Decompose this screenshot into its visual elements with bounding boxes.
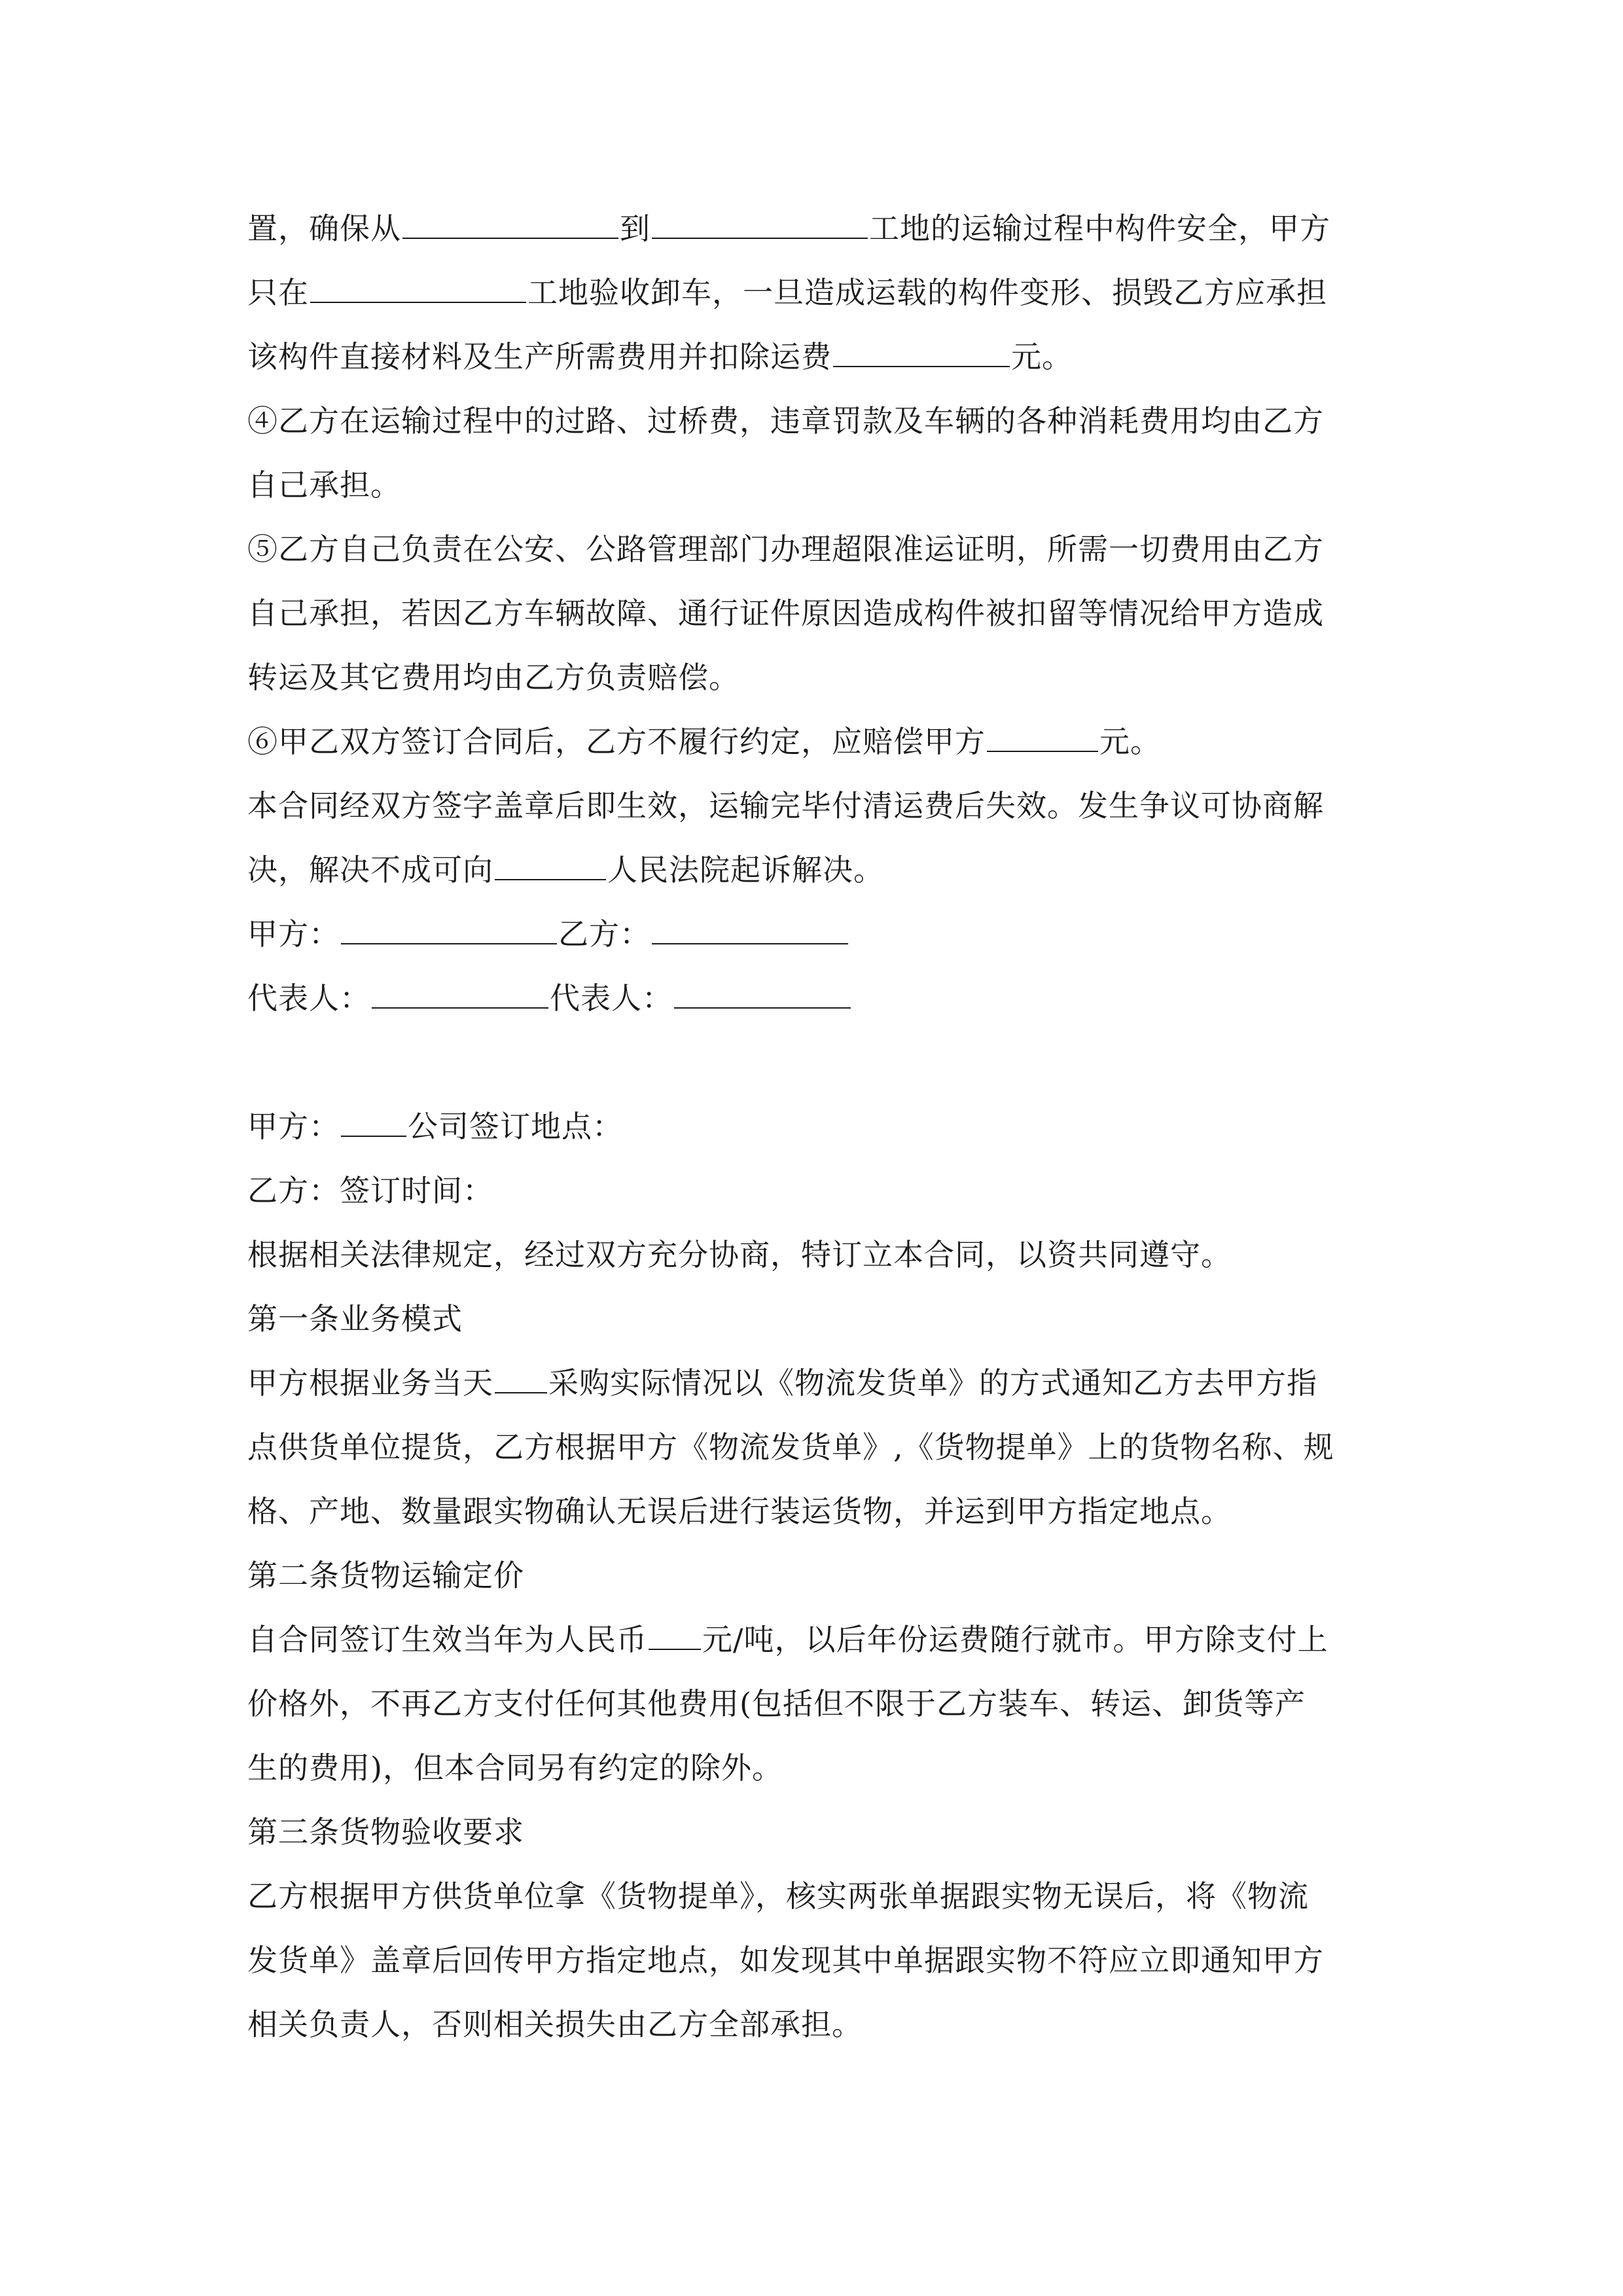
fill-blank [341, 917, 557, 944]
paragraph-line: 自己承担。 [247, 467, 401, 503]
text: 采购实际情况以《物流发货单》的方式通知乙方去甲方指 [548, 1365, 1317, 1401]
paragraph-line [247, 260, 1380, 325]
paragraph-line [247, 709, 1380, 774]
paragraph-line: 根据相关法律规定，经过双方充分协商，特订立本合同，以资共同遵守。 [247, 1237, 1232, 1272]
fill-blank [495, 1366, 547, 1393]
text: 该构件直接材料及生产所需费用并扣除运费 [247, 339, 832, 374]
text: 甲方根据业务当天 [247, 1365, 493, 1401]
party-a-label: 甲方： [247, 916, 340, 952]
fill-blank [372, 981, 548, 1009]
text: 工地的运输过程中构件安全，甲方 [869, 211, 1330, 246]
signature-line [247, 966, 1380, 1030]
paragraph-line [247, 325, 1380, 389]
text: 人民法院起诉解决。 [607, 852, 884, 888]
fill-blank [402, 211, 618, 239]
article-heading: 第二条货物运输定价 [247, 1558, 524, 1593]
party-b-label: 乙方： [558, 916, 651, 952]
paragraph-line: 本合同经双方签字盖章后即生效，运输完毕付清运费后失效。发生争议可协商解 [247, 788, 1324, 823]
section-gap [247, 1030, 1380, 1094]
text: 甲方： [247, 1109, 340, 1144]
paragraph-line: 相关负责人，否则相关损失由乙方全部承担。 [247, 2007, 863, 2042]
text: 元/吨，以后年份运费随行就市。甲方除支付上 [702, 1622, 1329, 1657]
paragraph-line: 发货单》盖章后回传甲方指定地点，如发现其中单据跟实物不符应立即通知甲方 [247, 1943, 1324, 1978]
text: 工地验收卸车，一旦造成运载的构件变形、损毁乙方应承担 [527, 275, 1327, 310]
paragraph-line: 乙方根据甲方供货单位拿《货物提单》，核实两张单据跟实物无误后，将《物流 [247, 1878, 1309, 1914]
representative-b-label: 代表人： [550, 980, 673, 1016]
fill-blank [833, 340, 1010, 367]
paragraph-line: 乙方：签订时间： [247, 1173, 493, 1208]
fill-blank [495, 853, 606, 880]
paragraph-line: 自己承担，若因乙方车辆故障、通行证件原因造成构件被扣留等情况给甲方造成 [247, 596, 1324, 631]
paragraph-line [247, 1607, 1380, 1672]
representative-a-label: 代表人： [247, 980, 370, 1016]
fill-blank [310, 276, 526, 303]
text: 元。 [1099, 724, 1161, 759]
paragraph-line: 点供货单位提货，乙方根据甲方《物流发货单》,《货物提单》上的货物名称、规 [247, 1429, 1334, 1465]
text: 自合同签订生效当年为人民币 [247, 1622, 647, 1657]
text: 元。 [1011, 339, 1073, 374]
paragraph-line: ④乙方在运输过程中的过路、过桥费，违章罚款及车辆的各种消耗费用均由乙方 [247, 403, 1324, 439]
paragraph-line [247, 838, 1380, 902]
text: 只在 [247, 275, 309, 310]
fill-blank [674, 981, 851, 1009]
article-heading: 第一条业务模式 [247, 1301, 463, 1336]
text: 置，确保从 [247, 211, 401, 246]
text: ⑥甲乙双方签订合同后，乙方不履行约定，应赔偿甲方 [247, 724, 986, 759]
fill-blank [649, 1623, 701, 1650]
paragraph-line [247, 1094, 1380, 1158]
paragraph-line [247, 1351, 1380, 1415]
text: 到 [620, 211, 651, 246]
article-heading: 第三条货物验收要求 [247, 1814, 524, 1850]
text: 公司签订地点： [408, 1109, 623, 1144]
fill-blank [652, 211, 868, 239]
paragraph-line: 格、产地、数量跟实物确认无误后进行装运货物，并运到甲方指定地点。 [247, 1494, 1232, 1529]
text: 决，解决不成可向 [247, 852, 493, 888]
fill-blank [652, 917, 848, 944]
paragraph-line: ⑤乙方自己负责在公安、公路管理部门办理超限准运证明，所需一切费用由乙方 [247, 531, 1324, 567]
fill-blank [987, 725, 1098, 752]
document-page [247, 196, 1380, 2056]
paragraph-line: 转运及其它费用均由乙方负责赔偿。 [247, 660, 740, 695]
paragraph-line [247, 196, 1380, 260]
paragraph-line: 生的费用)，但本合同另有约定的除外。 [247, 1750, 783, 1785]
fill-blank [341, 1109, 406, 1137]
signature-line [247, 902, 1380, 966]
paragraph-line: 价格外，不再乙方支付任何其他费用(包括但不限于乙方装车、转运、卸货等产 [247, 1686, 1306, 1721]
